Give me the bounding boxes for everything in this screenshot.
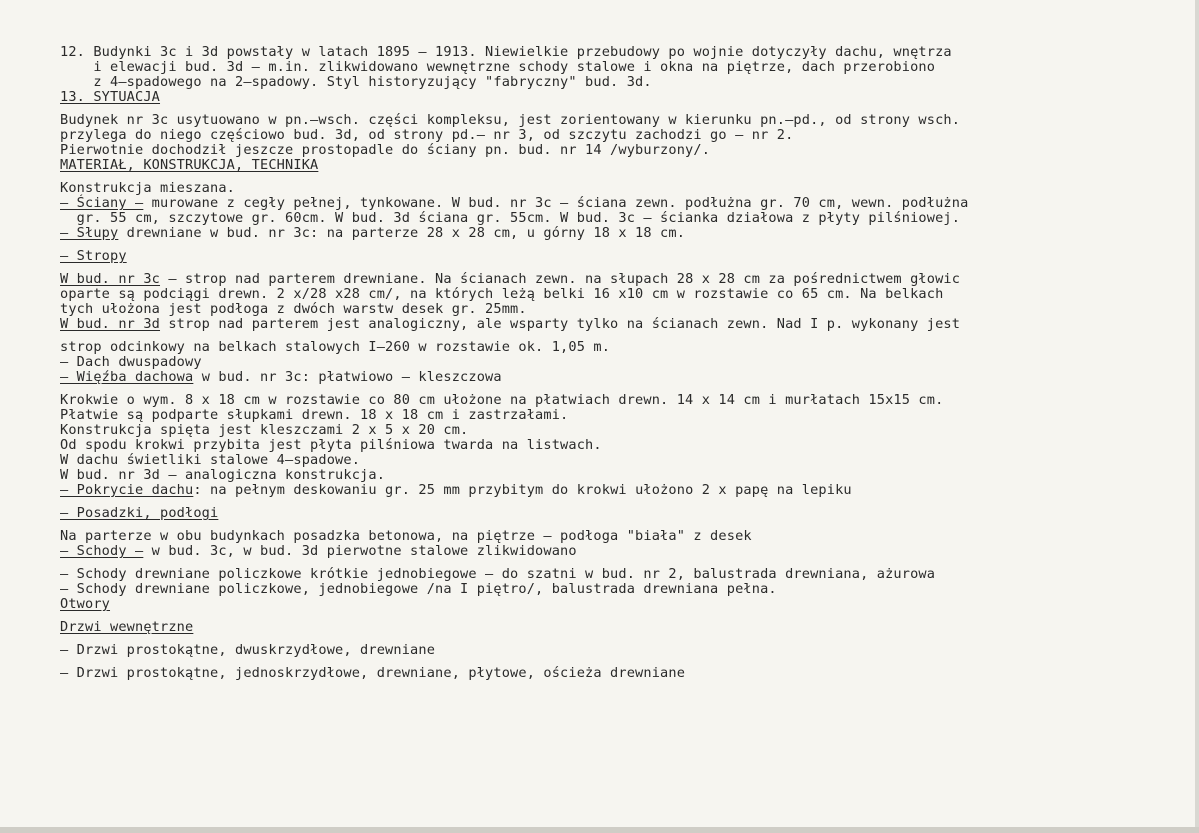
underlined-term: W bud. nr 3d <box>60 316 161 332</box>
text-line: i elewacji bud. 3d – m.in. zlikwidowano wewnętrzne schody stalowe i okna na piętrze, dach przerobiono <box>60 59 936 75</box>
text-line: oparte są podciągi drewn. 2 x/28 x28 cm/, na których leżą belki 16 x10 cm w rozstawie co 65 cm. Na belkach <box>60 286 944 302</box>
underlined-term: – Pokrycie dachu <box>60 482 194 498</box>
underlined-term: W bud. nr 3c <box>60 271 161 287</box>
text-line: W bud. nr 3d – analogiczna konstrukcja. <box>60 467 386 483</box>
card-edge <box>0 827 1199 833</box>
heading-text: Drzwi wewnętrzne <box>60 619 194 635</box>
line-gap <box>60 612 1160 620</box>
line-rest: – strop nad parterem drewniane. Na ścianach zewn. na słupach 28 x 28 cm za pośrednictwem głowic <box>160 271 961 287</box>
text-line <box>60 317 1160 332</box>
line-rest: w bud. 3c, w bud. 3d pierwotne stalowe zlikwidowano <box>143 543 577 559</box>
text-line: Krokwie o wym. 8 x 18 cm w rozstawie co 80 cm ułożone na płatwiach drewn. 14 x 14 cm i murłatach 15x15 cm. <box>60 392 944 408</box>
text-line: Konstrukcja spięta jest kleszczami 2 x 5 x 20 cm. <box>60 422 469 438</box>
line-rest: drewniane w bud. nr 3c: na parterze 28 x 28 cm, u górny 18 x 18 cm. <box>118 225 686 241</box>
line-rest: strop nad parterem jest analogiczny, ale wsparty tylko na ścianach zewn. Nad I p. wykonany jest <box>160 316 961 332</box>
text-line: – Drzwi prostokątne, dwuskrzydłowe, drewniane <box>60 642 436 658</box>
section-heading <box>60 506 1160 521</box>
text-line: – Dach dwuspadowy <box>60 354 202 370</box>
text-line: Pierwotnie dochodził jeszcze prostopadle do ściany pn. bud. nr 14 /wyburzony/. <box>60 142 711 158</box>
text-line: Konstrukcja mieszana. <box>60 180 236 196</box>
text-line: strop odcinkowy na belkach stalowych I–260 w rozstawie ok. 1,05 m. <box>60 339 611 355</box>
section-heading <box>60 158 1160 173</box>
heading-text: 13. SYTUACJA <box>60 89 161 105</box>
line-rest: w bud. nr 3c: płatwiowo – kleszczowa <box>193 369 502 385</box>
text-line <box>60 370 1160 385</box>
heading-text: – Stropy <box>60 248 127 264</box>
typewritten-page <box>60 45 1160 681</box>
underlined-term: – Ściany – <box>60 195 144 211</box>
text-line: Płatwie są podparte słupkami drewn. 18 x 18 cm i zastrzałami. <box>60 407 569 423</box>
text-line <box>60 272 1160 287</box>
section-heading <box>60 620 1160 635</box>
text-line: – Schody drewniane policzkowe krótkie jednobiegowe – do szatni w bud. nr 2, balustrada drewniana, ażurowa <box>60 566 936 582</box>
text-line <box>60 226 1160 241</box>
text-line: z 4–spadowego na 2–spadowy. Styl historyzujący "fabryczny" bud. 3d. <box>60 74 652 90</box>
text-line <box>60 544 1160 559</box>
text-line: przylega do niego częściowo bud. 3d, od strony pd.– nr 3, od szczytu zachodzi go – nr 2. <box>60 127 794 143</box>
text-line: tych ułożona jest podłoga z dwóch warstw desek gr. 25mm. <box>60 301 527 317</box>
text-line: – Drzwi prostokątne, jednoskrzydłowe, drewniane, płytowe, ościeża drewniane <box>60 665 686 681</box>
text-line: Na parterze w obu budynkach posadzka betonowa, na piętrze – podłoga "biała" z desek <box>60 528 752 544</box>
text-line <box>60 483 1160 498</box>
text-line: Budynek nr 3c usytuowano w pn.–wsch. części kompleksu, jest zorientowany w kierunku pn.–pd., od strony wsch. <box>60 112 961 128</box>
heading-text: MATERIAŁ, KONSTRUKCJA, TECHNIKA <box>60 157 319 173</box>
heading-text: – Posadzki, podłogi <box>60 505 219 521</box>
section-heading <box>60 597 1160 612</box>
text-line: Od spodu krokwi przybita jest płyta pilśniowa twarda na listwach. <box>60 437 602 453</box>
underlined-term: – Więźba dachowa <box>60 369 194 385</box>
line-rest: murowane z cegły pełnej, tynkowane. W bud. nr 3c – ściana zewn. podłużna gr. 70 cm, wewn. podłużna <box>143 195 969 211</box>
text-line: gr. 55 cm, szczytowe gr. 60cm. W bud. 3d ściana gr. 55cm. W bud. 3c – ścianka działowa z płyty pilśniowej. <box>60 210 961 226</box>
text-line: – Schody drewniane policzkowe, jednobiegowe /na I piętro/, balustrada drewniana pełna. <box>60 581 777 597</box>
text-line: 12. Budynki 3c i 3d powstały w latach 1895 – 1913. Niewielkie przebudowy po wojnie dotyczyły dachu, wnętrza <box>60 44 952 60</box>
text-line <box>60 196 1160 211</box>
underlined-term: – Słupy <box>60 225 119 241</box>
text-line: W dachu świetliki stalowe 4–spadowe. <box>60 452 361 468</box>
underlined-term: – Schody – <box>60 543 144 559</box>
section-heading <box>60 249 1160 264</box>
line-gap <box>60 498 1160 506</box>
section-heading <box>60 90 1160 105</box>
line-rest: : na pełnym deskowaniu gr. 25 mm przybitym do krokwi ułożono 2 x papę na lepiku <box>193 482 852 498</box>
heading-text: Otwory <box>60 596 111 612</box>
line-gap <box>60 241 1160 249</box>
